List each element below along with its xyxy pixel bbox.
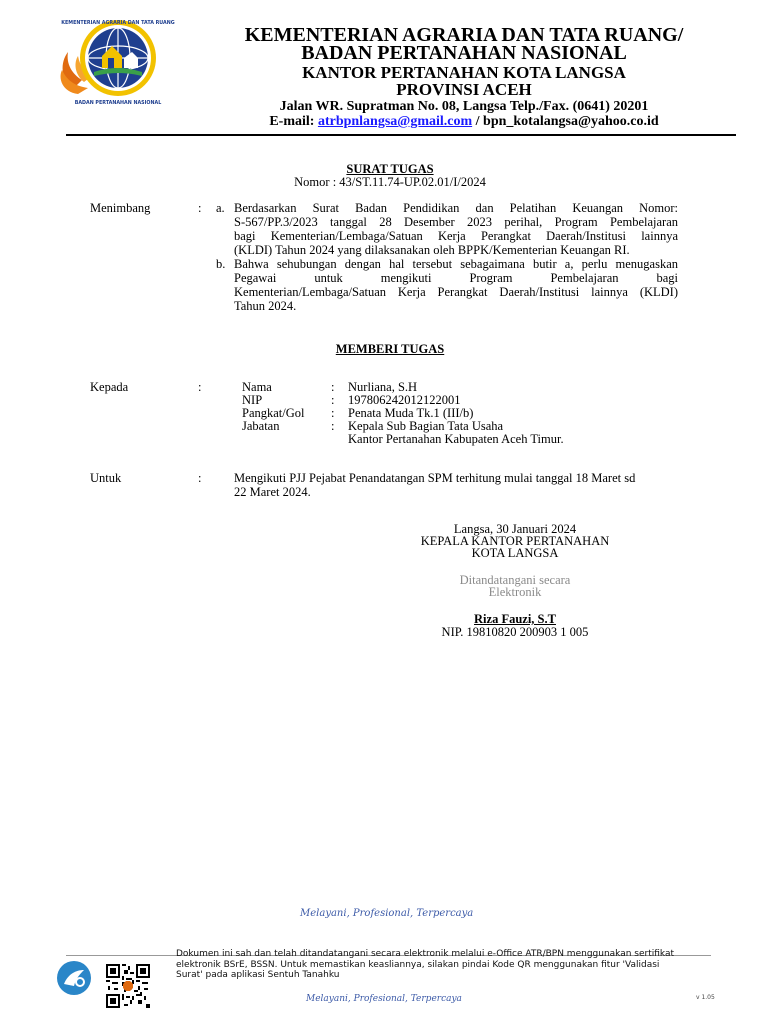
letter-number: Nomor : 43/ST.11.74-UP.02.01/I/2024	[294, 175, 486, 189]
recipient-field-label: Jabatan	[242, 419, 280, 433]
untuk-label: Untuk	[90, 471, 122, 485]
recipient-position: Kepala Sub Bagian Tata Usaha	[348, 419, 504, 433]
office-name: KANTOR PERTANAHAN KOTA LANGSA	[302, 63, 626, 82]
email-label: E-mail:	[269, 114, 315, 129]
untuk-line: Mengikuti PJJ Pejabat Penandatangan SPM terhitung mulai tanggal 18 Maret sd	[234, 471, 636, 485]
recipient-field-colon: :	[331, 393, 335, 407]
header-divider	[66, 134, 736, 136]
kepada-colon: :	[198, 380, 202, 394]
recipient-field-colon: :	[331, 406, 335, 420]
recipient-rank: Penata Muda Tk.1 (III/b)	[348, 406, 474, 420]
signer-name: Riza Fauzi, S.T	[474, 612, 556, 626]
e-signature-note-line2: Elektronik	[488, 585, 542, 599]
recipient-nip: 197806242012122001	[348, 393, 461, 407]
recipient-field-label: Nama	[242, 380, 272, 394]
bpn-logo	[58, 12, 176, 110]
recipient-field-label: Pangkat/Gol	[242, 406, 305, 420]
sentuh-tanahku-app-icon	[56, 960, 92, 996]
point-b-line: Tahun 2024.	[234, 299, 297, 313]
point-b-text	[234, 257, 678, 313]
ministry-name-line2: BADAN PERTANAHAN NASIONAL	[301, 42, 627, 64]
logo-text-top: KEMENTERIAN AGRARIA DAN TATA RUANG	[61, 21, 175, 26]
signer-position-line1: KEPALA KANTOR PERTANAHAN	[420, 534, 610, 548]
point-a-text	[234, 201, 678, 257]
untuk-colon: :	[198, 471, 202, 485]
ministry-name-line1: KEMENTERIAN AGRARIA DAN TATA RUANG/	[244, 24, 684, 46]
kepada-label: Kepada	[90, 380, 129, 394]
untuk-text	[234, 471, 680, 499]
notice-line: Surat' pada aplikasi Sentuh Tanahku	[176, 970, 340, 980]
recipient-field-label: NIP	[242, 393, 263, 407]
footer-motto-bottom: Melayani, Profesional, Terpercaya	[306, 994, 462, 1004]
recipient-name: Nurliana, S.H	[348, 380, 418, 394]
recipient-field-colon: :	[331, 419, 335, 433]
untuk-line: 22 Maret 2024.	[234, 485, 311, 499]
point-b-line: Pegawai untuk mengikuti Program Pembelajaran bagi	[234, 271, 678, 285]
signer-position-line2: KOTA LANGSA	[471, 546, 559, 560]
place-date: Langsa, 30 Januari 2024	[453, 522, 577, 536]
recipient-position-line2: Kantor Pertanahan Kabupaten Aceh Timur.	[348, 432, 564, 446]
footer-motto-top: Melayani, Profesional, Terpercaya	[300, 908, 474, 919]
notice-line: Dokumen ini sah dan telah ditandatangani secara elektronik melalui e-Office ATR/BPN menggunakan sertifikat	[176, 949, 675, 959]
email-link[interactable]: atrbpnlangsa@gmail.com	[317, 114, 473, 129]
point-a-marker: a.	[216, 201, 225, 215]
office-email	[170, 115, 758, 129]
logo-text-bottom: BADAN PERTANAHAN NASIONAL	[74, 101, 162, 106]
memberi-tugas-heading: MEMBERI TUGAS	[335, 342, 445, 356]
point-b-line: Kementerian/Lembaga/Satuan Kerja Perangkat Daerah/Institusi lainnya (KLDI)	[234, 285, 678, 299]
point-b-marker: b.	[216, 257, 226, 271]
signer-nip: NIP. 19810820 200903 1 005	[441, 625, 589, 639]
province-name: PROVINSI ACEH	[396, 80, 532, 99]
menimbang-colon: :	[198, 201, 202, 215]
e-signature-note-line1: Ditandatangani secara	[459, 573, 571, 587]
point-a-line: Berdasarkan Surat Badan Pendidikan dan Pelatihan Keuangan Nomor:	[234, 201, 678, 215]
menimbang-label: Menimbang	[90, 201, 151, 215]
point-b-line: Bahwa sehubungan dengan hal tersebut sebagaimana butir a, perlu menugaskan	[234, 257, 678, 271]
point-a-line: S-567/PP.3/2023 tanggal 28 Desember 2023 perihal, Program Pembelajaran	[234, 215, 678, 229]
notice-line: elektronik BSrE, BSSN. Untuk memastikan keasliannya, silakan pindai Kode QR menggunakan fitur 'Validasi	[176, 959, 660, 970]
email-alternate: / bpn_kotalangsa@yahoo.co.id	[475, 114, 659, 129]
qr-code[interactable]	[104, 962, 152, 1010]
point-a-line: bagi Kementerian/Lembaga/Satuan Kerja Perangkat Daerah/Institusi lainnya	[234, 229, 678, 243]
office-address: Jalan WR. Supratman No. 08, Langsa Telp./Fax. (0641) 20201	[279, 99, 649, 114]
letter-title: SURAT TUGAS	[346, 162, 434, 176]
point-a-line: (KLDI) Tahun 2024 yang dilaksanakan oleh BPPK/Kementerian Keuangan RI.	[234, 243, 630, 257]
template-version: v 1.05	[696, 994, 715, 1001]
e-signature-validity-notice	[176, 949, 716, 981]
recipient-field-colon: :	[331, 380, 335, 394]
